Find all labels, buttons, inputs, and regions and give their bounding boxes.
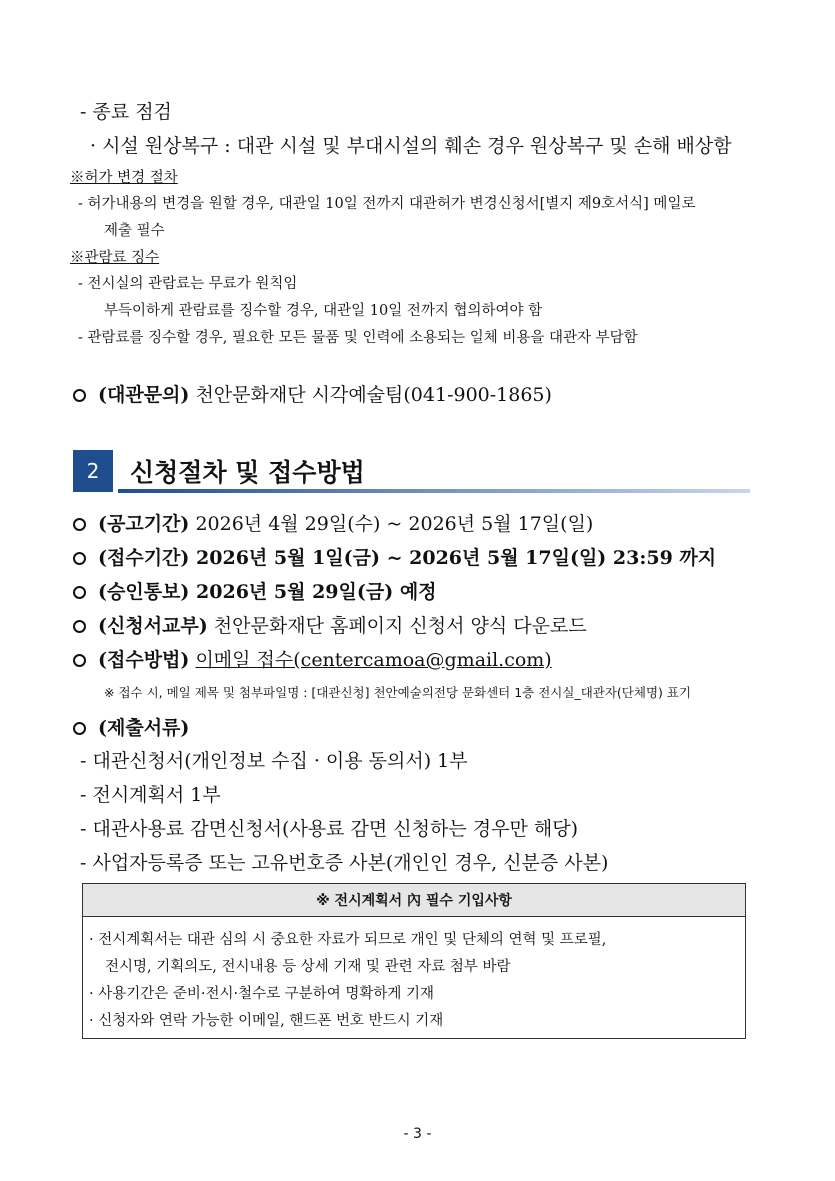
circle-bullet-icon: [73, 722, 86, 735]
document-item: - 대관사용료 감면신청서(사용료 감면 신청하는 경우만 해당): [80, 818, 578, 840]
submission-method: (접수방법) 이메일 접수(centercamoa@gmail.com): [73, 645, 552, 672]
permit-change-heading: ※허가 변경 절차: [70, 170, 178, 186]
fee-line-2: 부득이하게 관람료를 징수할 경우, 대관일 10일 전까지 협의하여야 함: [104, 303, 543, 319]
document-item: - 사업자등록증 또는 고유번호증 사본(개인인 경우, 신분증 사본): [80, 852, 609, 874]
document-item: - 전시계획서 1부: [80, 784, 221, 806]
form-distribution: (신청서교부) 천안문화재단 홈페이지 신청서 양식 다운로드: [73, 611, 587, 638]
section-title: 신청절차 및 접수방법: [130, 458, 365, 487]
notice-period: (공고기간) 2026년 4월 29일(수) ~ 2026년 5월 17일(일): [73, 509, 593, 536]
permit-change-line-cont: 제출 필수: [104, 223, 165, 239]
circle-bullet-icon: [73, 518, 86, 531]
box-line: · 사용기간은 준비·전시·철수로 구분하여 명확하게 기재: [89, 986, 435, 1002]
section-number: 2: [73, 450, 113, 492]
required-items-box: [82, 883, 746, 1039]
permit-change-line: - 허가내용의 변경을 원할 경우, 대관일 10일 전까지 대관허가 변경신청서[별지 제9호서식] 메일로: [78, 196, 696, 212]
email-link[interactable]: 이메일 접수(centercamoa@gmail.com): [195, 649, 552, 671]
fee-line-1: - 전시실의 관람료는 무료가 원칙임: [78, 276, 298, 292]
document-item: - 대관신청서(개인정보 수집 · 이용 동의서) 1부: [80, 750, 468, 772]
submission-note: ※ 접수 시, 메일 제목 및 첨부파일명 : [대관신청] 천안예술의전당 문화센터 1층 전시실_대관자(단체명) 표기: [104, 685, 692, 700]
box-title: ※ 전시계획서 內 필수 기입사항: [83, 884, 745, 917]
circle-bullet-icon: [73, 389, 86, 402]
inquiry-line: (대관문의) 천안문화재단 시각예술팀(041-900-1865): [73, 380, 552, 407]
box-line: 전시명, 기획의도, 전시내용 등 상세 기재 및 관련 자료 첨부 바람: [105, 959, 511, 975]
fee-heading: ※관람료 징수: [70, 250, 160, 266]
receipt-period: (접수기간) 2026년 5월 1일(금) ~ 2026년 5월 17일(일) 23:59 까지: [73, 543, 716, 570]
end-check-line: - 종료 점검: [80, 101, 172, 123]
restoration-line: · 시설 원상복구 : 대관 시설 및 부대시설의 훼손 경우 원상복구 및 손해 배상함: [90, 135, 732, 157]
circle-bullet-icon: [73, 620, 86, 633]
section-rule: [118, 489, 750, 493]
box-line: · 신청자와 연락 가능한 이메일, 핸드폰 번호 반드시 기재: [89, 1013, 444, 1029]
fee-line-3: - 관람료를 징수할 경우, 필요한 모든 물품 및 인력에 소용되는 일체 비용을 대관자 부담함: [78, 330, 638, 346]
circle-bullet-icon: [73, 654, 86, 667]
documents-heading: (제출서류): [73, 713, 189, 740]
circle-bullet-icon: [73, 552, 86, 565]
page-number: - 3 -: [403, 1126, 432, 1142]
box-line: · 전시계획서는 대관 심의 시 중요한 자료가 되므로 개인 및 단체의 연혁 및 프로필,: [89, 932, 607, 948]
approval-notice: (승인통보) 2026년 5월 29일(금) 예정: [73, 577, 437, 604]
circle-bullet-icon: [73, 586, 86, 599]
